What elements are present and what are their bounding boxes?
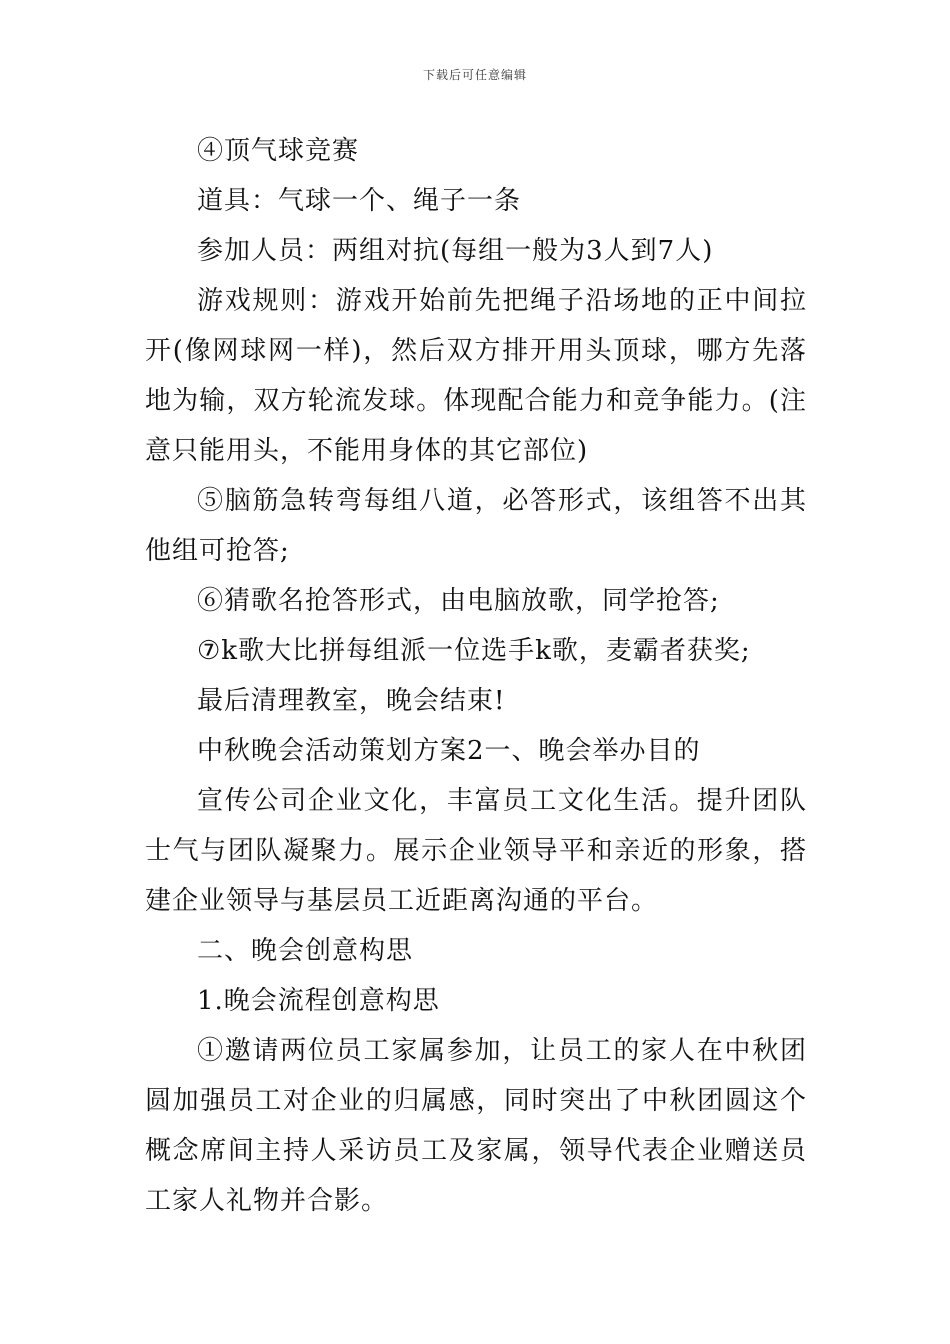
paragraph-family-invite: ①邀请两位员工家属参加，让员工的家人在中秋团圆加强员工对企业的归属感，同时突出了中秋团圆这个概念席间主持人采访员工及家属，领导代表企业赠送员工家人礼物并合影。	[145, 1036, 807, 1216]
paragraph-section-2-heading: 二、晚会创意构思	[197, 936, 414, 966]
paragraph-participants: 参加人员：两组对抗(每组一般为3人到7人)	[197, 236, 714, 266]
page-header: 下载后可任意编辑	[422, 68, 527, 82]
paragraph-guess-song: ⑥猜歌名抢答形式，由电脑放歌，同学抢答;	[197, 586, 720, 616]
paragraph-balloon-title: ④顶气球竞赛	[197, 136, 360, 166]
paragraph-props: 道具：气球一个、绳子一条	[197, 186, 522, 216]
paragraph-karaoke: ⑦k歌大比拼每组派一位选手k歌，麦霸者获奖;	[197, 636, 751, 666]
paragraph-game-rules: 游戏规则：游戏开始前先把绳子沿场地的正中间拉开(像网球网一样)，然后双方排开用头顶球，哪方先落地为输，双方轮流发球。体现配合能力和竞争能力。(注意只能用头，不能用身体的其它部位)	[145, 286, 807, 466]
paragraph-cleanup: 最后清理教室，晚会结束!	[197, 686, 506, 716]
paragraph-plan-2-heading: 中秋晚会活动策划方案2一、晚会举办目的	[197, 736, 701, 766]
document-body	[145, 126, 807, 1226]
paragraph-subsection-1-heading: 1.晚会流程创意构思	[197, 986, 440, 1016]
paragraph-brain-teaser: ⑤脑筋急转弯每组八道，必答形式，该组答不出其他组可抢答;	[145, 486, 807, 566]
paragraph-purpose: 宣传公司企业文化，丰富员工文化生活。提升团队士气与团队凝聚力。展示企业领导平和亲近的形象，搭建企业领导与基层员工近距离沟通的平台。	[145, 786, 807, 916]
